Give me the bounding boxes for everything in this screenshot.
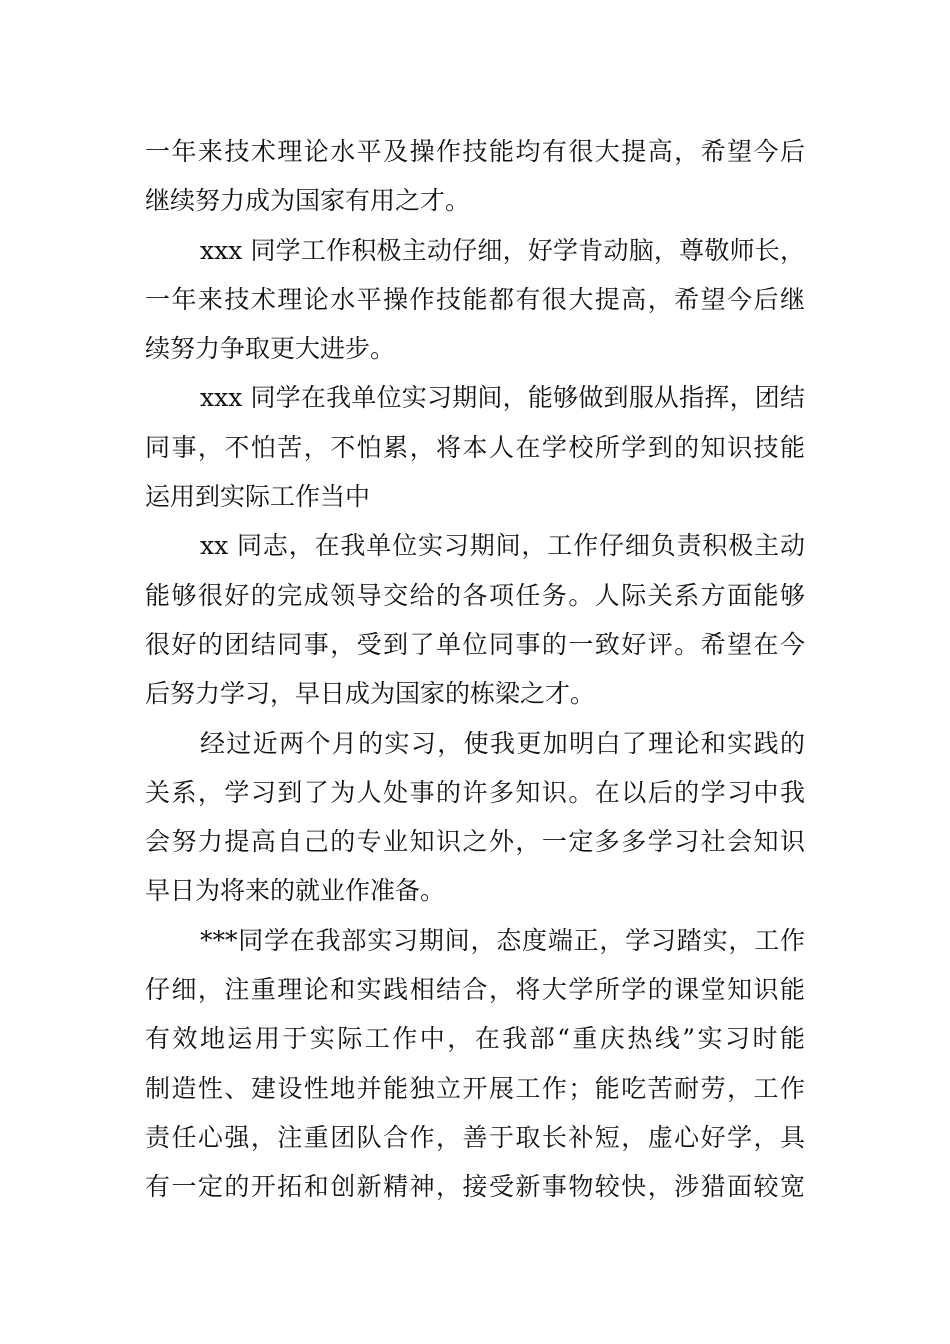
text-line: 仔细，注重理论和实践相结合，将大学所学的课堂知识能	[145, 975, 805, 1005]
text-line: 早日为将来的就业作准备。	[145, 876, 446, 906]
text-line: 责任心强，注重团队合作，善于取长补短，虚心好学，具	[145, 1122, 805, 1152]
text-line: 关系，学习到了为人处事的许多知识。在以后的学习中我	[145, 777, 805, 807]
text-line: 制造性、建设性地并能独立开展工作；能吃苦耐劳，工作	[145, 1073, 805, 1103]
text-line: 运用到实际工作当中	[145, 482, 371, 512]
text-line: 继续努力成为国家有用之才。	[145, 186, 471, 216]
text-line: 经过近两个月的实习，使我更加明白了理论和实践的	[200, 728, 805, 758]
text-line: 有一定的开拓和创新精神，接受新事物较快，涉猎面较宽	[145, 1172, 805, 1202]
text-line: xx 同志，在我单位实习期间，工作仔细负责积极主动	[200, 531, 805, 561]
text-line: 有效地运用于实际工作中，在我部“重庆热线”实习时能	[145, 1024, 805, 1054]
text-line: ***同学在我部实习期间，态度端正，学习踏实，工作	[200, 925, 805, 955]
text-line: 很好的团结同事，受到了单位同事的一致好评。希望在今	[145, 629, 805, 659]
text-line: 能够很好的完成领导交给的各项任务。人际关系方面能够	[145, 580, 805, 610]
document-body	[145, 127, 805, 1212]
text-line: 一年来技术理论水平操作技能都有很大提高，希望今后继	[145, 284, 805, 314]
text-line: xxx 同学在我单位实习期间，能够做到服从指挥，团结	[200, 383, 805, 413]
text-line: 一年来技术理论水平及操作技能均有很大提高，希望今后	[145, 137, 805, 166]
text-line: 续努力争取更大进步。	[145, 334, 396, 364]
text-line: xxx 同学工作积极主动仔细，好学肯动脑，尊敬师长，	[200, 235, 805, 265]
text-line: 后努力学习，早日成为国家的栋梁之才。	[145, 679, 596, 709]
text-line: 同事，不怕苦，不怕累，将本人在学校所学到的知识技能	[145, 432, 805, 462]
text-line: 会努力提高自己的专业知识之外，一定多多学习社会知识	[145, 827, 805, 857]
